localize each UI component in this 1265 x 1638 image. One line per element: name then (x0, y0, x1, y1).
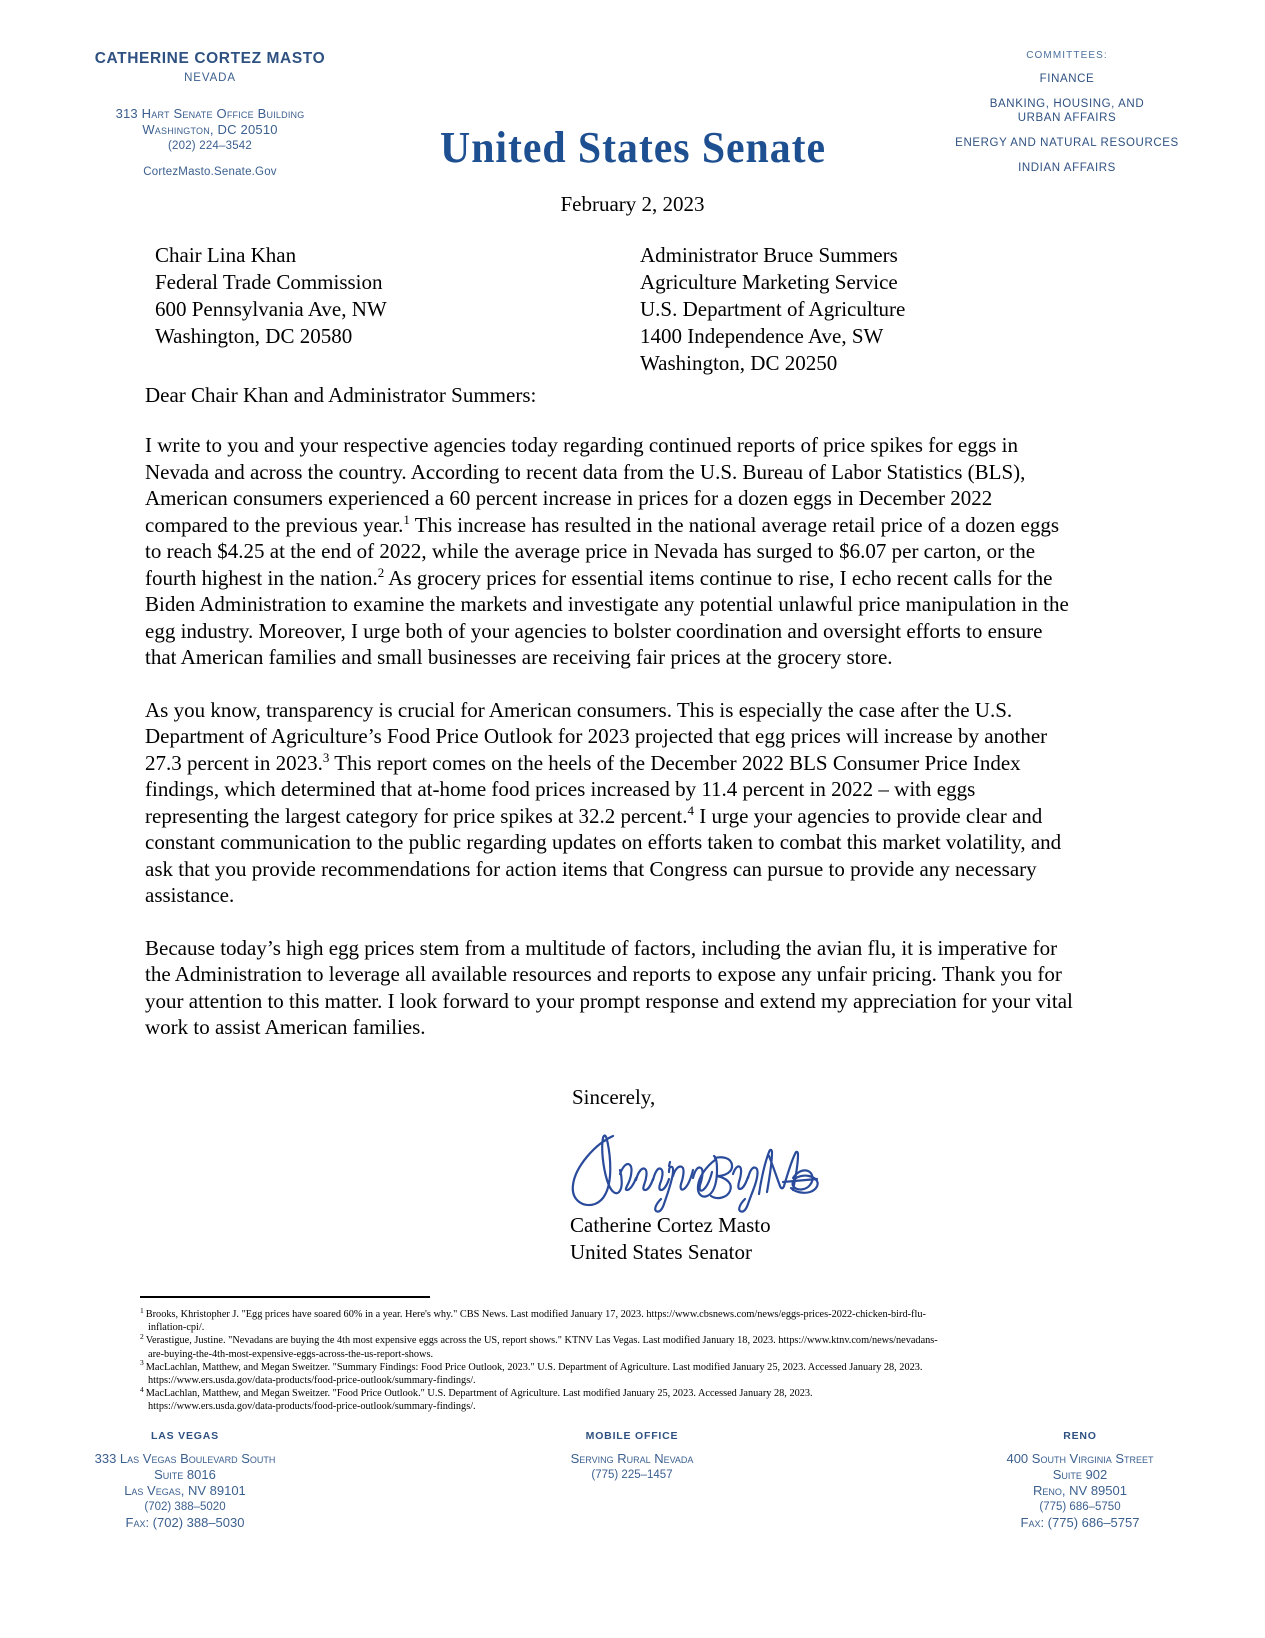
footnote-4 (140, 1384, 1075, 1413)
recipient-ams-agency: Agriculture Marketing Service (640, 270, 898, 294)
office-reno-phone: (775) 686–5750 (1039, 1501, 1121, 1513)
recipient-block-ams (640, 242, 905, 377)
signer-block (570, 1212, 771, 1266)
committee-indian-affairs: INDIAN AFFAIRS (1018, 162, 1116, 174)
page-title (429, 122, 835, 173)
paragraph-1-part-a: I write to you and your respective agencies today regarding continued reports of price spikes for eggs in Nevada and across the country. According to recent data from the U.S. Bureau of Labor Statistics (BLS), American consumers experienced a 60 percent increase in prices for a dozen eggs in December 2022 compared to the previous year. (145, 433, 1026, 537)
committee-energy-natural-resources: ENERGY AND NATURAL RESOURCES (955, 137, 1179, 149)
dc-office-address (45, 106, 375, 154)
office-las-vegas-lines (20, 1451, 350, 1531)
senate-website: CortezMasto.Senate.Gov (143, 166, 277, 178)
office-reno-line3: Reno, NV 89501 (1033, 1483, 1127, 1498)
office-las-vegas-fax: Fax: (702) 388–5030 (125, 1515, 245, 1530)
recipient-ftc-street: 600 Pennsylvania Ave, NW (155, 297, 387, 321)
recipient-ftc-agency: Federal Trade Commission (155, 270, 383, 294)
office-mobile-phone: (775) 225–1457 (591, 1469, 673, 1481)
signer-name: Catherine Cortez Masto (570, 1213, 771, 1237)
dc-address-line1: 313 Hart Senate Office Building (115, 106, 305, 121)
committee-banking-line1: BANKING, HOUSING, AND (989, 98, 1145, 110)
footnote-1-text: Brooks, Khristopher J. "Egg prices have soared 60% in a year. Here's why." CBS News. Last modified January 17, 2023. https://www.cbsnews.com/news/eggs-prices-2022-chicken-bird-flu- (145, 1309, 926, 1320)
paragraph-1 (145, 432, 1075, 671)
footnote-separator (140, 1296, 430, 1298)
office-reno-fax: Fax: (775) 686–5757 (1020, 1515, 1140, 1530)
committee-banking-housing-urban-affairs (917, 97, 1217, 125)
footnote-ref-3: 3 (322, 749, 330, 765)
footnote-1-continuation: inflation-cpi/. (148, 1322, 205, 1334)
letterhead-right-block (917, 50, 1217, 175)
office-mobile-lines (467, 1451, 797, 1483)
footnote-3-text: MacLachlan, Matthew, and Megan Sweitzer. "Summary Findings: Food Price Outlook, 2023." U.S. Department of Agriculture. Last modified January 25, 2023. Accessed January 28, 2023. (145, 1361, 923, 1373)
office-footer (0, 1430, 1265, 1570)
office-las-vegas-phone: (702) 388–5020 (144, 1501, 226, 1513)
senator-name: CATHERINE CORTEZ MASTO (94, 50, 326, 67)
footnote-2-text: Verastigue, Justine. "Nevadans are buying the 4th most expensive eggs across the US, report shows." KTNV Las Vegas. Last modified January 18, 2023. https://www.ktnv.com/news/nevadans- (145, 1335, 938, 1347)
recipient-ams-department: U.S. Department of Agriculture (640, 297, 906, 321)
footnote-4-text: MacLachlan, Matthew, and Megan Sweitzer. "Food Price Outlook." U.S. Department of Agriculture. Last modified January 25, 2023. Accessed January 28, 2023. (145, 1388, 813, 1400)
closing-salutation: Sincerely, (572, 1085, 656, 1109)
footnote-ref-1: 1 (403, 511, 410, 527)
footnote-ref-2: 2 (377, 564, 385, 580)
dc-phone: (202) 224–3542 (167, 140, 252, 152)
letterhead (0, 44, 1265, 184)
salutation: Dear Chair Khan and Administrator Summers: (145, 383, 537, 407)
paragraph-2-part-a: As you know, transparency is crucial for American consumers. This is especially the case after the U.S. Department of Agriculture’s Food Price Outlook for 2023 projected that egg prices will increase by another 27.3 percent in 2023. (145, 697, 1048, 775)
office-las-vegas (20, 1430, 350, 1531)
signer-title: United States Senator (570, 1240, 752, 1264)
office-mobile (467, 1430, 797, 1483)
footnote-1-number: 1 (140, 1305, 144, 1315)
signature-image (565, 1122, 825, 1217)
committees-label: COMMITTEES: (1026, 50, 1108, 61)
paragraph-2 (145, 697, 1075, 909)
footnote-3 (140, 1358, 1075, 1387)
letterhead-left-block (45, 50, 375, 178)
office-las-vegas-line2: Suite 8016 (154, 1467, 216, 1482)
recipient-ftc-citystate: Washington, DC 20580 (155, 324, 353, 348)
footnote-2-number: 2 (140, 1331, 144, 1341)
footnotes-section (140, 1305, 1075, 1414)
paragraph-3: Because today’s high egg prices stem from a multitude of factors, including the avian flu, it is imperative for the Administration to leverage all available resources and reports to expose any unfair pricing. Thank you for your attention to this matter. I look forward to your prompt response and extend my appreciation for your vital work to assist American families. (145, 935, 1073, 1039)
recipient-block-ftc (155, 242, 387, 350)
committee-banking-line2: URBAN AFFAIRS (1017, 112, 1117, 124)
footnote-ref-4: 4 (687, 802, 694, 818)
office-las-vegas-line1: 333 Las Vegas Boulevard South (94, 1451, 276, 1466)
paragraph-2-part-c: I urge your agencies to provide clear and constant communication to the public regarding updates on efforts taken to combat this market volatility, and ask that you provide recommendations for action items that Congress can pursue to provide any necessary assistance. (145, 803, 1062, 907)
letter-date: February 2, 2023 (560, 192, 705, 216)
letter-body (145, 432, 1075, 1067)
footnote-4-number: 4 (140, 1384, 144, 1394)
office-las-vegas-line3: Las Vegas, NV 89101 (124, 1483, 246, 1498)
office-mobile-line1: Serving Rural Nevada (570, 1451, 694, 1466)
footnote-3-number: 3 (140, 1358, 144, 1368)
paragraph-2-part-b: This report comes on the heels of the December 2022 BLS Consumer Price Index findings, which determined that at-home food prices increased by 11.4 percent in 2022 – with eggs representing the largest category for price spikes at 32.2 percent. (145, 750, 1021, 828)
dc-address-line2: Washington, DC 20510 (142, 122, 278, 137)
office-reno-title: RENO (1063, 1430, 1097, 1442)
committee-finance: FINANCE (1039, 73, 1095, 85)
page-title-text: United States Senate (439, 123, 826, 172)
footnote-4-continuation: https://www.ers.usda.gov/data-products/food-price-outlook/summary-findings/. (148, 1401, 476, 1413)
recipient-ftc-name: Chair Lina Khan (155, 243, 297, 267)
footnote-2 (140, 1331, 1075, 1360)
office-reno-lines (915, 1451, 1245, 1531)
office-reno (915, 1430, 1245, 1531)
office-las-vegas-title: LAS VEGAS (151, 1430, 219, 1442)
recipient-ams-street: 1400 Independence Ave, SW (640, 324, 884, 348)
paragraph-1-part-b: This increase has resulted in the national average retail price of a dozen eggs to reach $4.25 at the end of 2022, while the average price in Nevada has surged to $6.07 per carton, or the fourth highest in the nation. (145, 512, 1060, 590)
recipient-ams-name: Administrator Bruce Summers (640, 243, 898, 267)
recipient-ams-citystate: Washington, DC 20250 (640, 351, 838, 375)
office-reno-line2: Suite 902 (1052, 1467, 1108, 1482)
footnote-3-continuation: https://www.ers.usda.gov/data-products/food-price-outlook/summary-findings/. (148, 1375, 476, 1387)
senator-state: NEVADA (184, 72, 236, 84)
footnote-2-continuation: are-buying-the-4th-most-expensive-eggs-across-the-us-report-shows. (148, 1348, 434, 1360)
footnote-1 (140, 1305, 1075, 1334)
office-reno-line1: 400 South Virginia Street (1006, 1451, 1154, 1466)
office-mobile-title: MOBILE OFFICE (585, 1430, 679, 1442)
paragraph-1-part-c: As grocery prices for essential items continue to rise, I echo recent calls for the Biden Administration to examine the markets and investigate any potential unlawful price manipulation in the egg industry. Moreover, I urge both of your agencies to bolster coordination and oversight efforts to ensure that American families and small businesses are receiving fair prices at the grocery store. (145, 565, 1069, 669)
